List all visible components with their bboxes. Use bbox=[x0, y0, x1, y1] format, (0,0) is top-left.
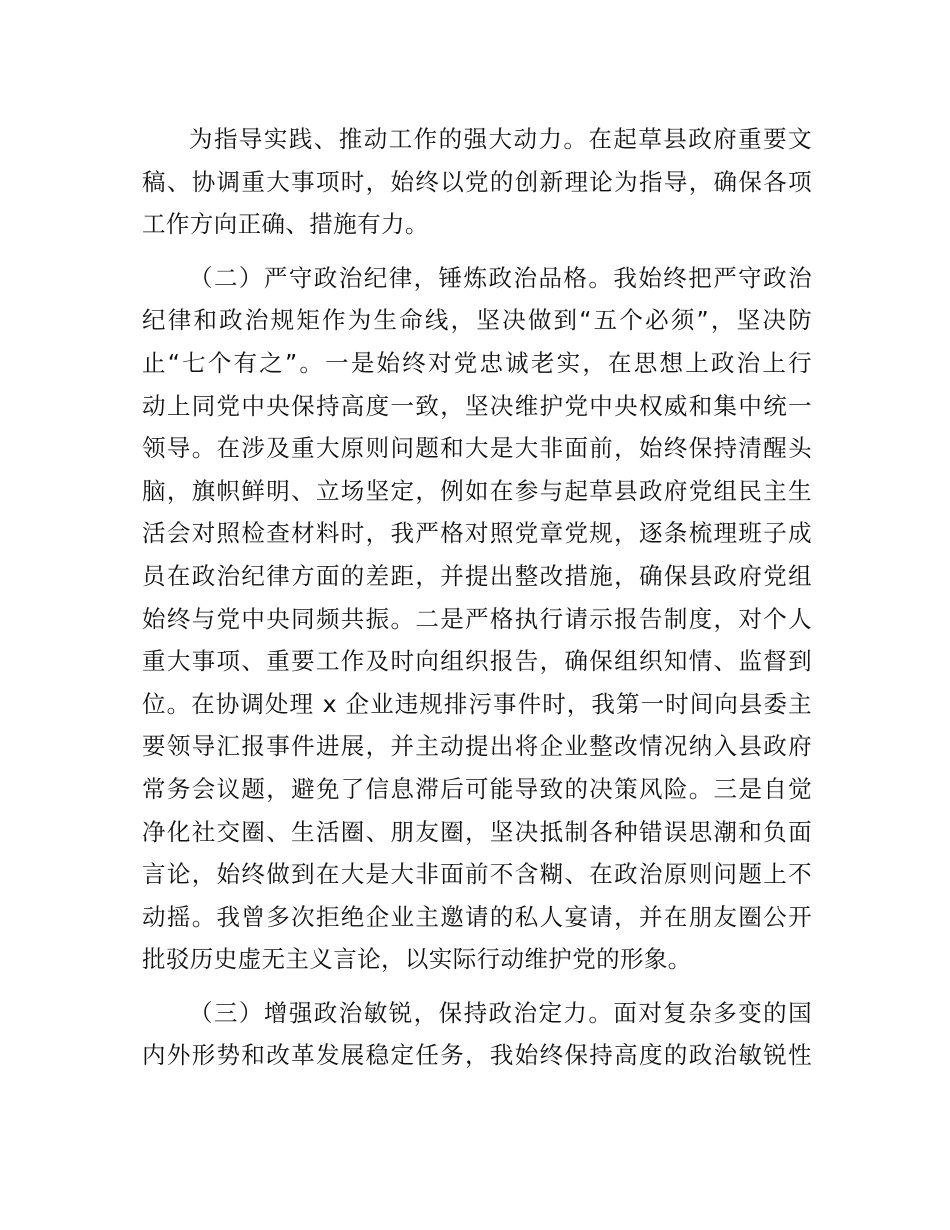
text-line: 工作方向正确、措施有力。 bbox=[142, 210, 429, 239]
paragraph-3 bbox=[142, 992, 812, 1077]
text-line: 纪律和政治规矩作为生命线，坚决做到“五个必须”，坚决防 bbox=[142, 306, 812, 335]
text-line: 止“七个有之”。一是始终对党忠诚老实，在思想上政治上行 bbox=[142, 348, 812, 377]
text-line: 言论，始终做到在大是大非面前不含糊、在政治原则问题上不 bbox=[142, 860, 812, 889]
text-line: 要领导汇报事件进展，并主动提出将企业整改情况纳入县政府 bbox=[142, 732, 812, 761]
text-line: 员在政治纪律方面的差距，并提出整改措施，确保县政府党组 bbox=[142, 561, 812, 590]
paragraph-1 bbox=[142, 118, 812, 246]
text-line: 脑，旗帜鲜明、立场坚定，例如在参与起草县政府党组民主生 bbox=[142, 476, 812, 505]
text-line: 位。在协调处理 x 企业违规排污事件时，我第一时间向县委主 bbox=[142, 689, 812, 718]
text-line: 领导。在涉及重大原则问题和大是大非面前，始终保持清醒头 bbox=[142, 434, 812, 463]
text-line: 重大事项、重要工作及时向组织报告，确保组织知情、监督到 bbox=[142, 647, 812, 676]
text-line: 为指导实践、推动工作的强大动力。在起草县政府重要文 bbox=[189, 125, 812, 153]
text-line: （二）严守政治纪律，锤炼政治品格。我始终把严守政治 bbox=[189, 263, 812, 292]
text-line: 动摇。我曾多次拒绝企业主邀请的私人宴请，并在朋友圈公开 bbox=[142, 902, 812, 931]
document-body bbox=[142, 118, 812, 1088]
text-line: 内外形势和改革发展稳定任务，我始终保持高度的政治敏锐性 bbox=[142, 1041, 812, 1070]
text-line: 活会对照检查材料时，我严格对照党章党规，逐条梳理班子成 bbox=[142, 519, 812, 548]
text-line: 净化社交圈、生活圈、朋友圈，坚决抵制各种错误思潮和负面 bbox=[142, 817, 812, 846]
text-line: 批驳历史虚无主义言论，以实际行动维护党的形象。 bbox=[142, 945, 692, 974]
text-line: （三）增强政治敏锐，保持政治定力。面对复杂多变的国 bbox=[189, 998, 812, 1027]
paragraph-2 bbox=[142, 257, 812, 981]
text-line: 常务会议题，避免了信息滞后可能导致的决策风险。三是自觉 bbox=[142, 774, 812, 803]
text-line: 始终与党中央同频共振。二是严格执行请示报告制度，对个人 bbox=[142, 604, 812, 633]
text-line: 动上同党中央保持高度一致，坚决维护党中央权威和集中统一 bbox=[142, 391, 812, 420]
text-line: 稿、协调重大事项时，始终以党的创新理论为指导，确保各项 bbox=[142, 167, 812, 196]
